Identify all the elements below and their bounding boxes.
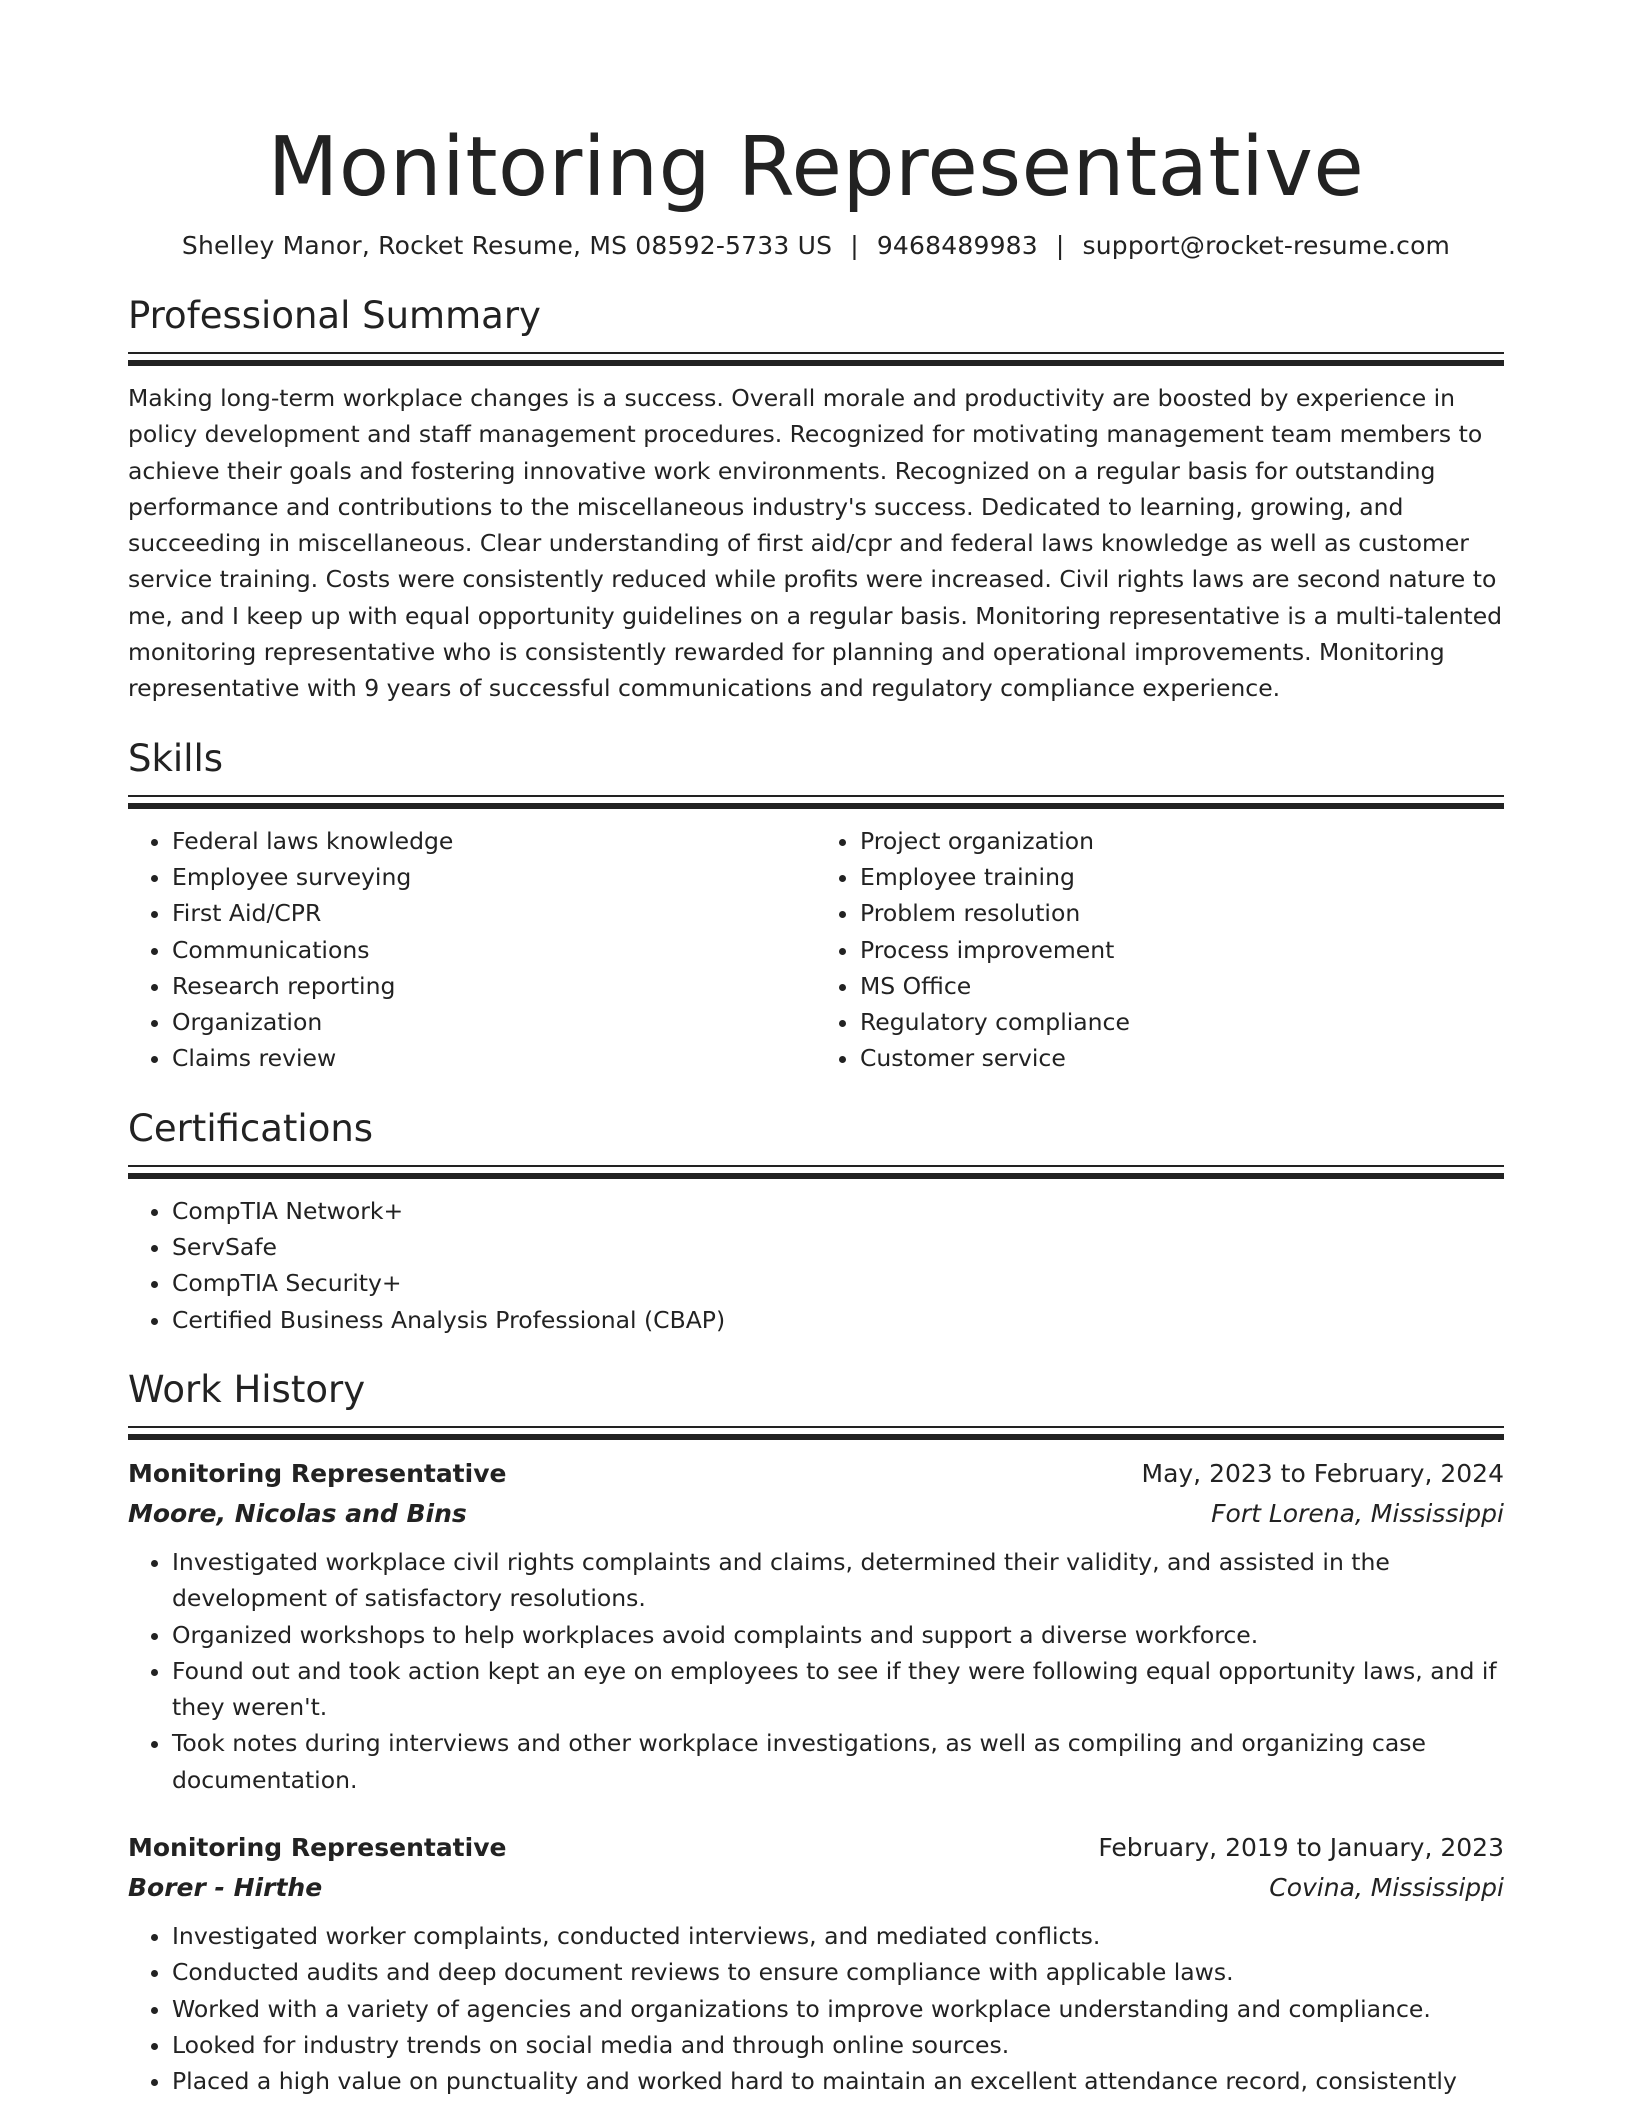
resume-name: Monitoring Representative — [267, 120, 1365, 215]
job-subheader-row — [128, 1494, 1504, 1534]
job-dates: February, 2019 to January, 2023 — [1098, 1833, 1504, 1863]
contact-address: Shelley Manor, Rocket Resume, MS 08592-5733 US — [181, 231, 833, 260]
skill-item: • Claims review — [172, 1040, 816, 1076]
section-divider — [128, 1426, 1504, 1440]
skills-columns — [128, 823, 1504, 1077]
job-header-row — [128, 1828, 1504, 1868]
job-bullets — [128, 1544, 1504, 1798]
certification-item: • ServSafe — [172, 1229, 1504, 1265]
contact-separator: | — [1055, 231, 1065, 260]
section-certifications — [128, 1105, 1504, 1338]
skill-item: • Problem resolution — [860, 895, 1504, 931]
certification-item: • Certified Business Analysis Professional (CBAP) — [172, 1302, 1504, 1338]
certification-item: • CompTIA Network+ — [172, 1193, 1504, 1229]
job-entry — [128, 1828, 1504, 2099]
skill-item: • Organization — [172, 1004, 816, 1040]
job-bullet: • Investigated worker complaints, conducted interviews, and mediated conflicts. — [172, 1918, 1504, 1954]
job-bullet: • Organized workshops to help workplaces avoid complaints and support a diverse workforce. — [172, 1617, 1504, 1653]
job-bullet: • Took notes during interviews and other workplace investigations, as well as compiling and organizing case documentation. — [172, 1725, 1504, 1798]
job-bullet: • Worked with a variety of agencies and organizations to improve workplace understanding and compliance. — [172, 1991, 1504, 2027]
job-bullet: • Investigated workplace civil rights complaints and claims, determined their validity, and assisted in the development of satisfactory resolutions. — [172, 1544, 1504, 1617]
section-title: Certifications — [128, 1106, 374, 1150]
job-header-row — [128, 1454, 1504, 1494]
job-location: Covina, Mississippi — [1269, 1873, 1504, 1903]
contact-phone: 9468489983 — [876, 231, 1038, 260]
certification-item: • CompTIA Security+ — [172, 1265, 1504, 1301]
job-bullet: • Found out and took action kept an eye on employees to see if they were following equal opportunity laws, and if they weren't. — [172, 1653, 1504, 1726]
section-divider — [128, 352, 1504, 366]
summary-text: Making long-term workplace changes is a success. Overall morale and productivity are boosted by experience in policy development and staff management procedures. Recognized for motivating management team members to achieve their goals and fostering innovative work environments. Recognized on a regular basis for outstanding performance and contributions to the miscellaneous industry's success. Dedicated to learning, growing, and succeeding in miscellaneous. Clear understanding of first aid/cpr and federal laws knowledge as well as customer service training. Costs were consistently reduced while profits were increased. Civil rights laws are second nature to me, and I keep up with equal opportunity guidelines on a regular basis. Monitoring representative is a multi-talented monitoring representative who is consistently rewarded for planning and operational improvements. Monitoring representative with 9 years of successful communications and regulatory compliance experience. — [128, 384, 1503, 703]
job-entry — [128, 1454, 1504, 1798]
section-skills — [128, 735, 1504, 1077]
skill-item: • Regulatory compliance — [860, 1004, 1504, 1040]
resume-page — [128, 118, 1504, 2100]
skill-item: • Employee surveying — [172, 859, 816, 895]
job-bullet: • Conducted audits and deep document reviews to ensure compliance with applicable laws. — [172, 1954, 1504, 1990]
section-professional-summary — [128, 292, 1504, 707]
skill-item: • Communications — [172, 932, 816, 968]
job-title: Monitoring Representative — [128, 1458, 507, 1488]
job-company: Borer - Hirthe — [128, 1873, 323, 1903]
skills-list-left — [128, 823, 816, 1077]
section-title: Professional Summary — [128, 294, 541, 337]
section-title: Skills — [128, 736, 224, 780]
skill-item: • Process improvement — [860, 932, 1504, 968]
section-title: Work History — [128, 1367, 366, 1411]
section-divider — [128, 1165, 1504, 1179]
skill-item: • Employee training — [860, 859, 1504, 895]
skill-item: • Customer service — [860, 1040, 1504, 1076]
skill-item: • Federal laws knowledge — [172, 823, 816, 859]
skill-item: • First Aid/CPR — [172, 895, 816, 931]
job-title: Monitoring Representative — [128, 1833, 507, 1863]
section-work-history — [128, 1366, 1504, 2100]
skill-item: • MS Office — [860, 968, 1504, 1004]
job-bullet: • Looked for industry trends on social media and through online sources. — [172, 2027, 1504, 2063]
section-divider — [128, 795, 1504, 809]
job-bullet: • Placed a high value on punctuality and worked hard to maintain an excellent attendance record, consistently — [172, 2063, 1504, 2099]
skill-item: • Project organization — [860, 823, 1504, 859]
job-subheader-row — [128, 1868, 1504, 1908]
contact-line — [128, 228, 1504, 264]
contact-email: support@rocket-resume.com — [1082, 231, 1451, 260]
certifications-list — [128, 1193, 1504, 1338]
job-company: Moore, Nicolas and Bins — [128, 1498, 467, 1528]
skills-list-right — [816, 823, 1504, 1077]
job-dates: May, 2023 to February, 2024 — [1141, 1458, 1504, 1488]
job-bullets — [128, 1918, 1504, 2099]
job-location: Fort Lorena, Mississippi — [1211, 1498, 1504, 1528]
contact-separator: | — [850, 231, 859, 260]
skill-item: • Research reporting — [172, 968, 816, 1004]
